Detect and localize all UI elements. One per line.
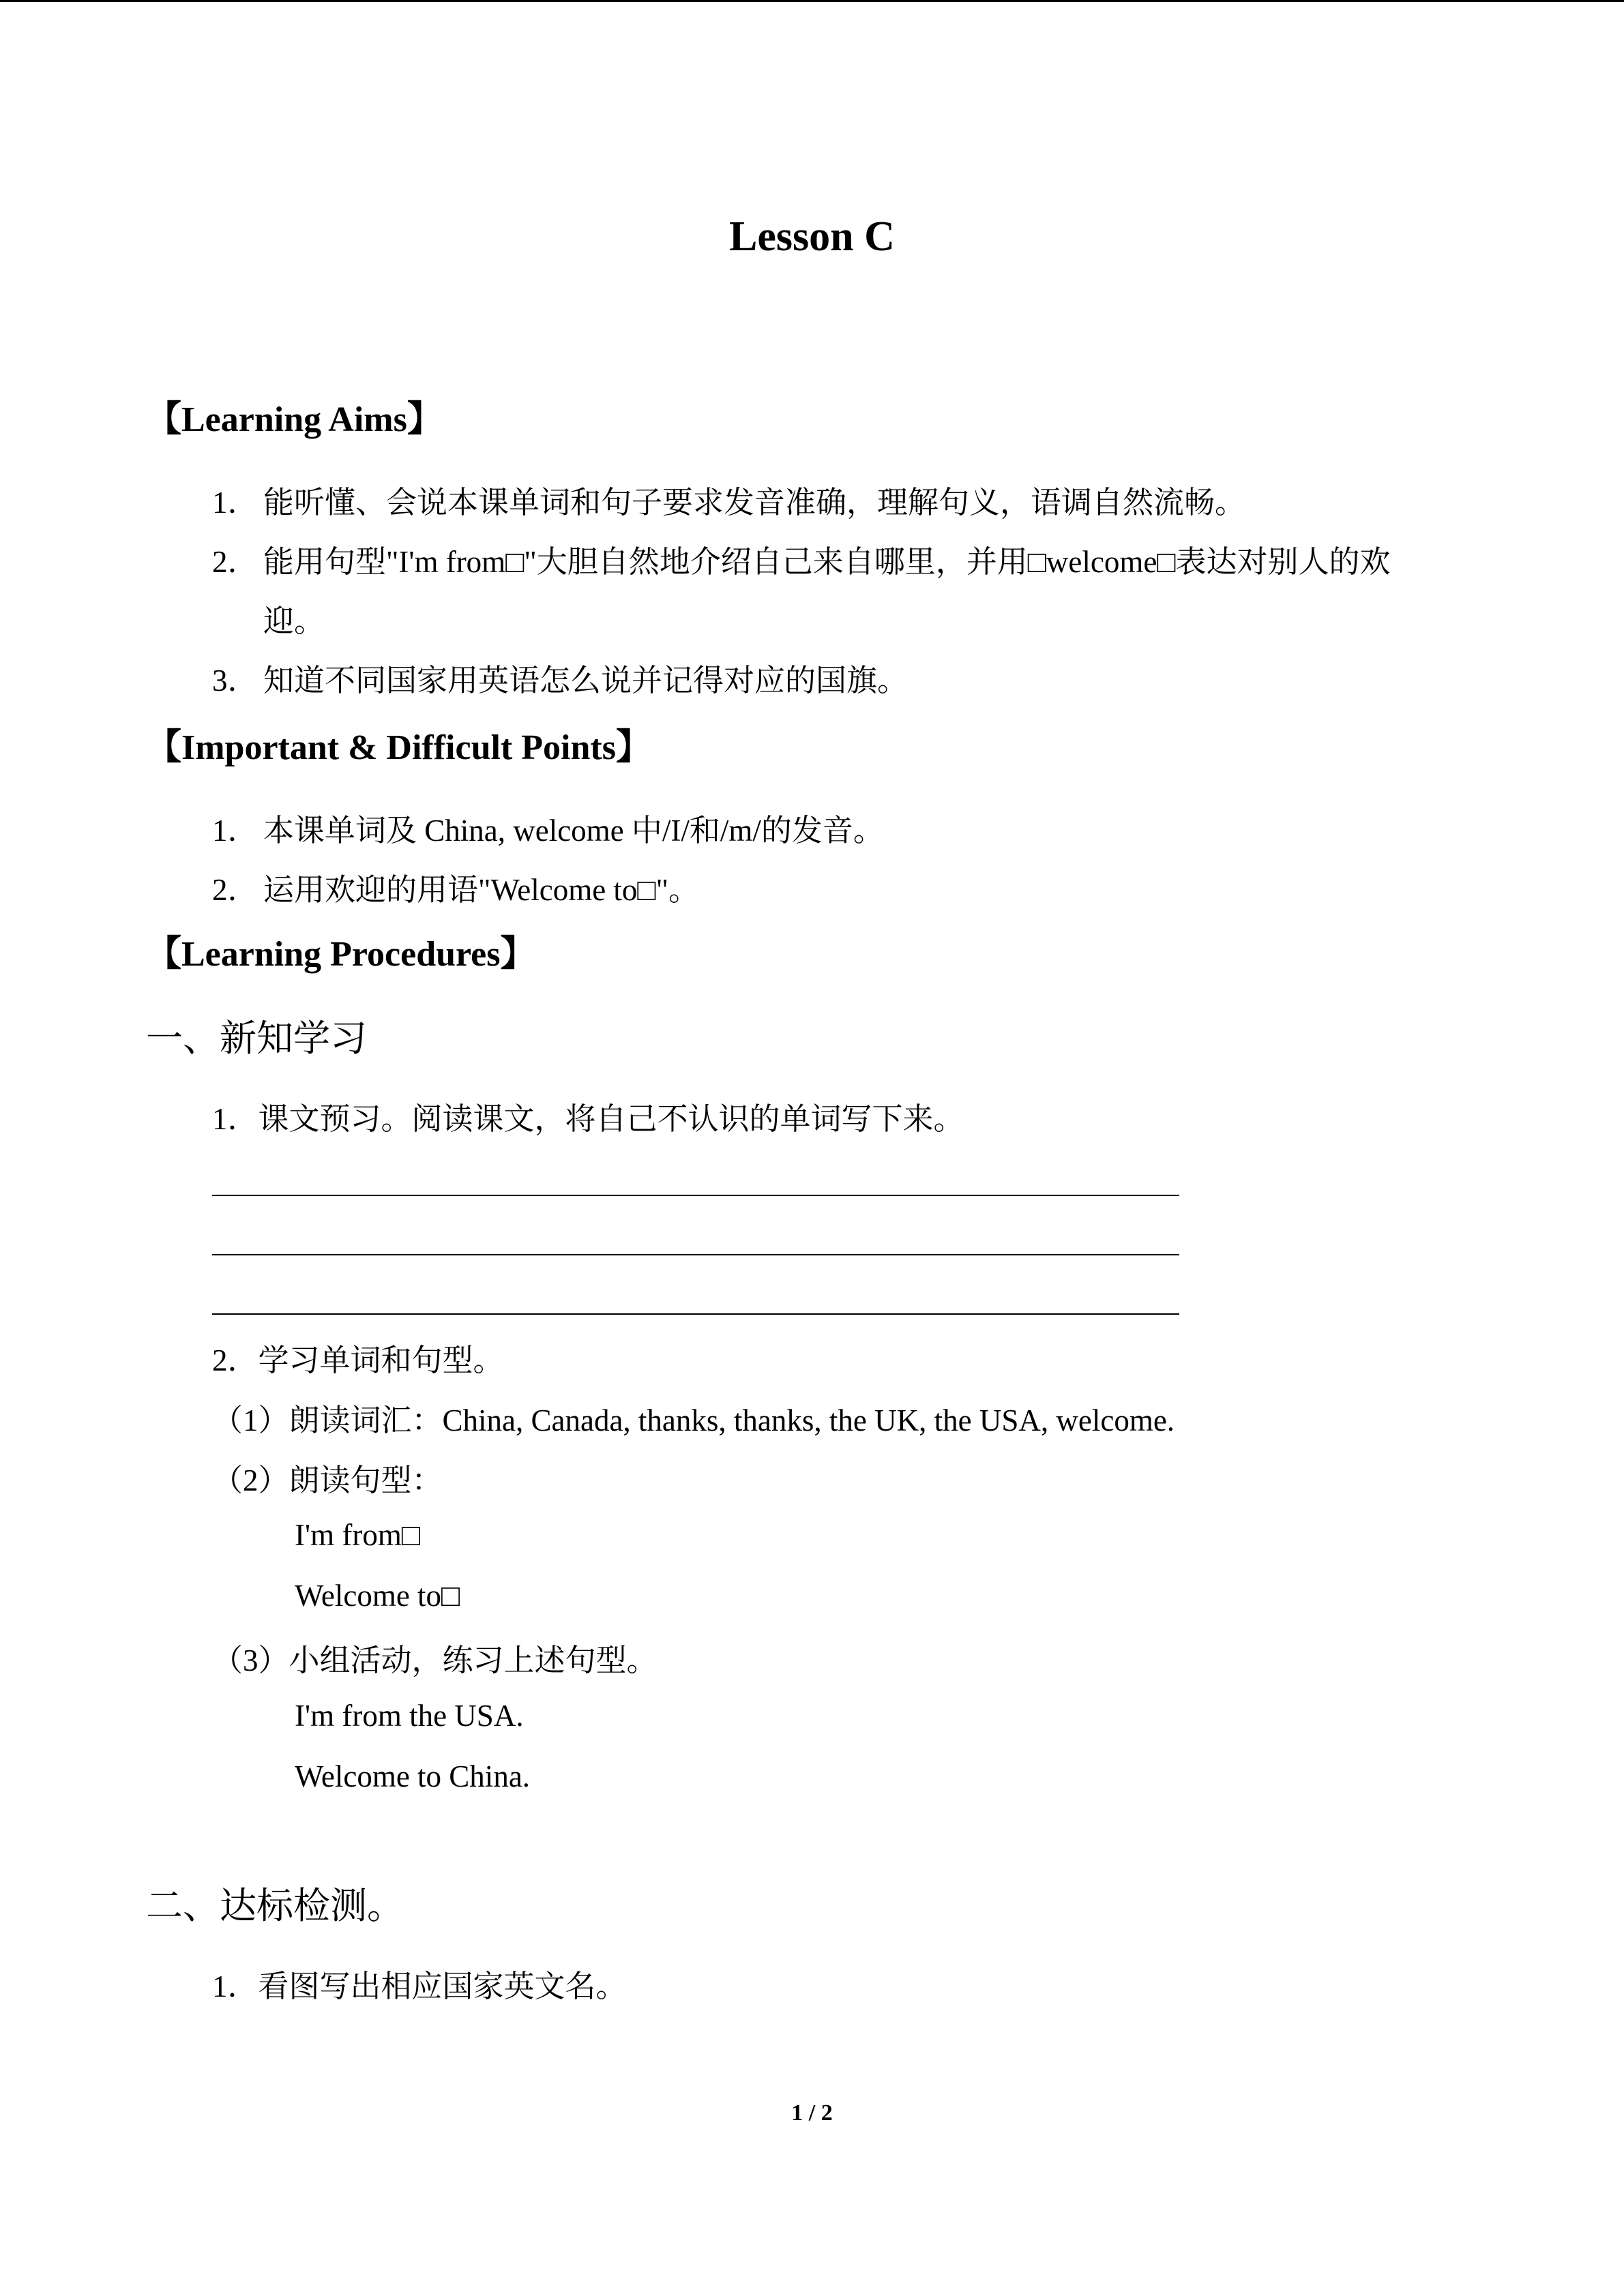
- point-item-2-number: 2．: [212, 873, 259, 907]
- page-title: Lesson C: [729, 213, 895, 260]
- aim-item-2-text: 能用句型"I'm from□"大胆自然地介绍自己来自哪里，并用□welcome□表达对别人的欢: [263, 545, 1391, 579]
- answer-blank-line-2: [212, 1254, 1179, 1255]
- answer-blank-line-3: [212, 1313, 1179, 1315]
- point-item-1-number: 1．: [212, 814, 259, 848]
- section-1-item-2: 2．学习单词和句型。: [212, 1343, 504, 1377]
- learning-procedures-heading: 【Learning Procedures】: [146, 935, 536, 974]
- practice-sentence-1: I'm from the USA.: [295, 1699, 524, 1733]
- point-item-2-text: 运用欢迎的用语"Welcome to□"。: [263, 873, 699, 907]
- sentence-pattern-2: Welcome to□: [295, 1579, 460, 1613]
- section-2-title: 二、达标检测。: [146, 1885, 404, 1926]
- section-1-item-1: 1．课文预习。阅读课文，将自己不认识的单词写下来。: [212, 1102, 964, 1136]
- aim-item-3-text: 知道不同国家用英语怎么说并记得对应的国旗。: [263, 664, 909, 698]
- important-points-heading: 【Important & Difficult Points】: [146, 728, 651, 767]
- sub-item-2: （2）朗读句型：: [212, 1463, 443, 1497]
- page-top-border: [0, 0, 1624, 2]
- page-number: 1 / 2: [791, 2100, 833, 2126]
- aim-item-2-continuation: 迎。: [263, 604, 325, 638]
- section-1-title: 一、新知学习: [146, 1018, 367, 1059]
- aim-item-3-number: 3．: [212, 664, 259, 698]
- sub-item-3: （3）小组活动，练习上述句型。: [212, 1643, 658, 1678]
- sub-item-1: （1）朗读词汇：China, Canada, thanks, thanks, the UK, the USA, welcome.: [212, 1403, 1175, 1437]
- section-2-item-1: 1．看图写出相应国家英文名。: [212, 1969, 627, 2003]
- learning-aims-heading: 【Learning Aims】: [146, 400, 443, 439]
- sentence-pattern-1: I'm from□: [295, 1518, 420, 1552]
- practice-sentence-2: Welcome to China.: [295, 1759, 531, 1793]
- answer-blank-line-1: [212, 1195, 1179, 1196]
- point-item-1-text: 本课单词及 China, welcome 中/I/和/m/的发音。: [263, 814, 884, 848]
- aim-item-2-number: 2．: [212, 545, 259, 579]
- aim-item-1-number: 1．: [212, 486, 259, 520]
- aim-item-1-text: 能听懂、会说本课单词和句子要求发音准确，理解句义，语调自然流畅。: [263, 486, 1246, 520]
